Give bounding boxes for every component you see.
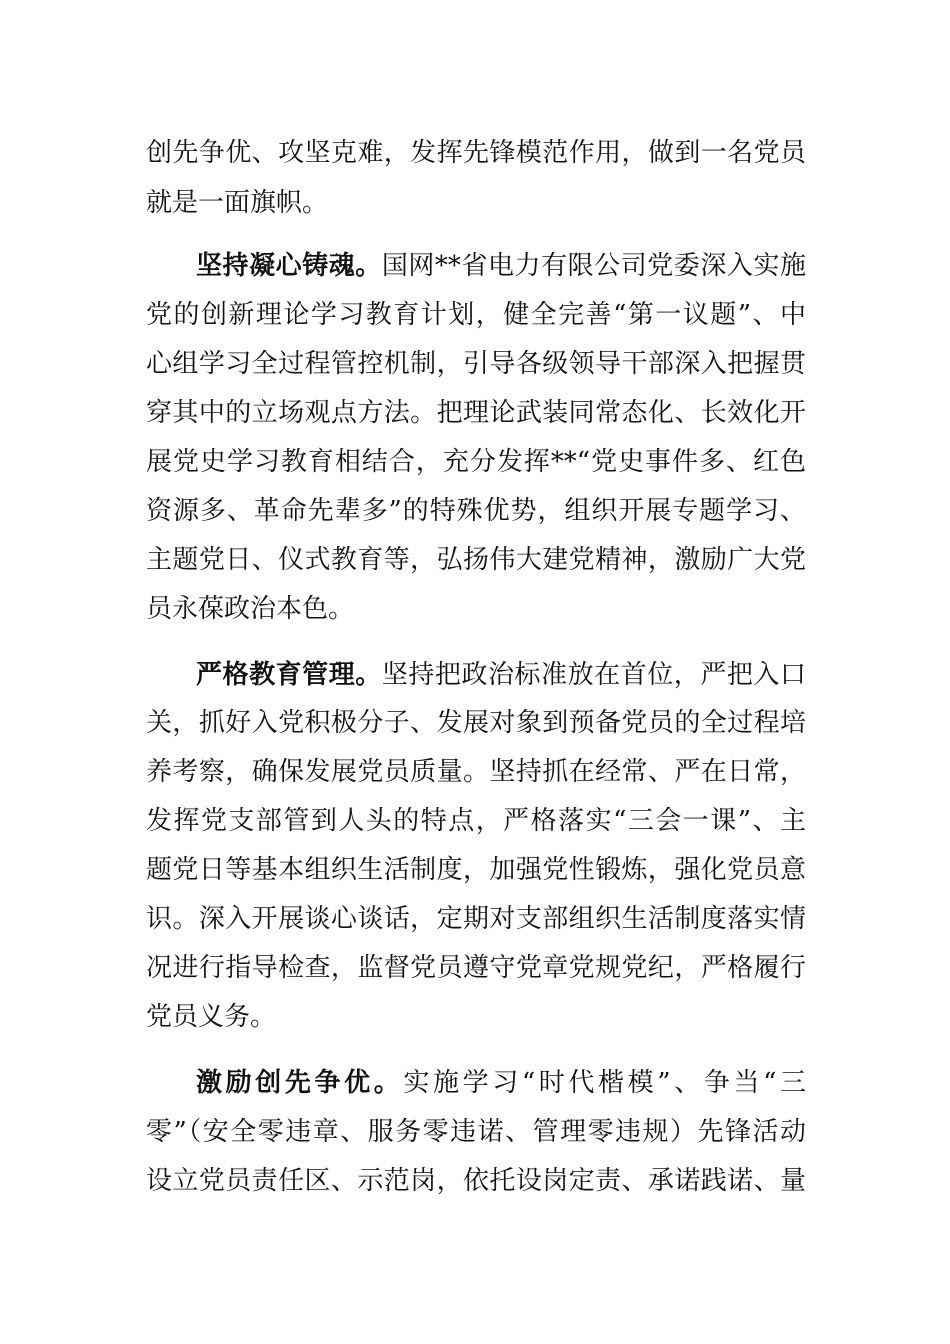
text-run: 设立党员责任区、示范岗，依托设岗定责、承诺践诺、量	[146, 1166, 806, 1196]
text-run: 主题党日、仪式教育等，弘扬伟大建党精神，激励广大党	[146, 545, 806, 575]
paragraph-2-line-8	[146, 584, 806, 634]
paragraph-4-line-3	[146, 1156, 806, 1206]
paragraph-2-line-1	[196, 241, 806, 291]
paragraph-heading: 坚持凝心铸魂。	[196, 251, 382, 281]
text-run: 展党史学习教育相结合，充分发挥**“党史事件多、红色	[146, 447, 806, 477]
paragraph-3-line-7	[146, 943, 806, 993]
text-run: 穿其中的立场观点方法。把理论武装同常态化、长效化开	[146, 398, 806, 428]
text-run: 创先争优、攻坚克难，发挥先锋模范作用，做到一名党员	[146, 138, 806, 168]
text-run: 就是一面旗帜。	[146, 188, 329, 218]
paragraph-3-line-5	[146, 845, 806, 895]
text-run: 员永葆政治本色。	[146, 594, 355, 624]
text-run: 实施学习“时代楷模”、争当“三	[403, 1068, 806, 1098]
text-run: 况进行指导检查，监督党员遵守党章党规党纪，严格履行	[146, 953, 806, 983]
paragraph-2-line-3	[146, 339, 806, 389]
paragraph-2-line-5	[146, 437, 806, 487]
paragraph-4-line-1	[196, 1058, 806, 1108]
paragraph-2-line-2	[146, 290, 806, 340]
text-run: 发挥党支部管到人头的特点，严格落实“三会一课”、主	[146, 806, 806, 836]
paragraph-4-line-2	[146, 1107, 806, 1157]
text-run: 零”（安全零违章、服务零违诺、管理零违规）先锋活动	[146, 1117, 806, 1147]
text-run: 养考察，确保发展党员质量。坚持抓在经常、严在日常，	[146, 757, 806, 787]
paragraph-3-line-3	[146, 747, 806, 797]
paragraph-2-line-7	[146, 535, 806, 585]
text-run: 识。深入开展谈心谈话，定期对支部组织生活制度落实情	[146, 904, 806, 934]
paragraph-1-line-2	[146, 178, 806, 228]
text-run: 党员义务。	[146, 1002, 277, 1032]
text-run: 资源多、革命先辈多”的特殊优势，组织开展专题学习、	[146, 496, 806, 526]
paragraph-3-line-8	[146, 992, 806, 1042]
paragraph-3-line-6	[146, 894, 806, 944]
paragraph-heading: 激励创先争优。	[196, 1068, 404, 1098]
paragraph-2-line-4	[146, 388, 806, 438]
text-run: 题党日等基本组织生活制度，加强党性锻炼，强化党员意	[146, 855, 806, 885]
paragraph-3-line-1	[196, 650, 806, 700]
text-run: 国网**省电力有限公司党委深入实施	[381, 251, 806, 281]
paragraph-3-line-2	[146, 698, 806, 748]
text-run: 关，抓好入党积极分子、发展对象到预备党员的全过程培	[146, 708, 806, 738]
paragraph-heading: 严格教育管理。	[196, 660, 382, 690]
text-run: 心组学习全过程管控机制，引导各级领导干部深入把握贯	[146, 349, 806, 379]
paragraph-1-line-1	[146, 128, 806, 178]
paragraph-3-line-4	[146, 796, 806, 846]
text-run: 坚持把政治标准放在首位，严把入口	[381, 660, 806, 690]
paragraph-2-line-6	[146, 486, 806, 536]
text-run: 党的创新理论学习教育计划，健全完善“第一议题”、中	[146, 300, 806, 330]
